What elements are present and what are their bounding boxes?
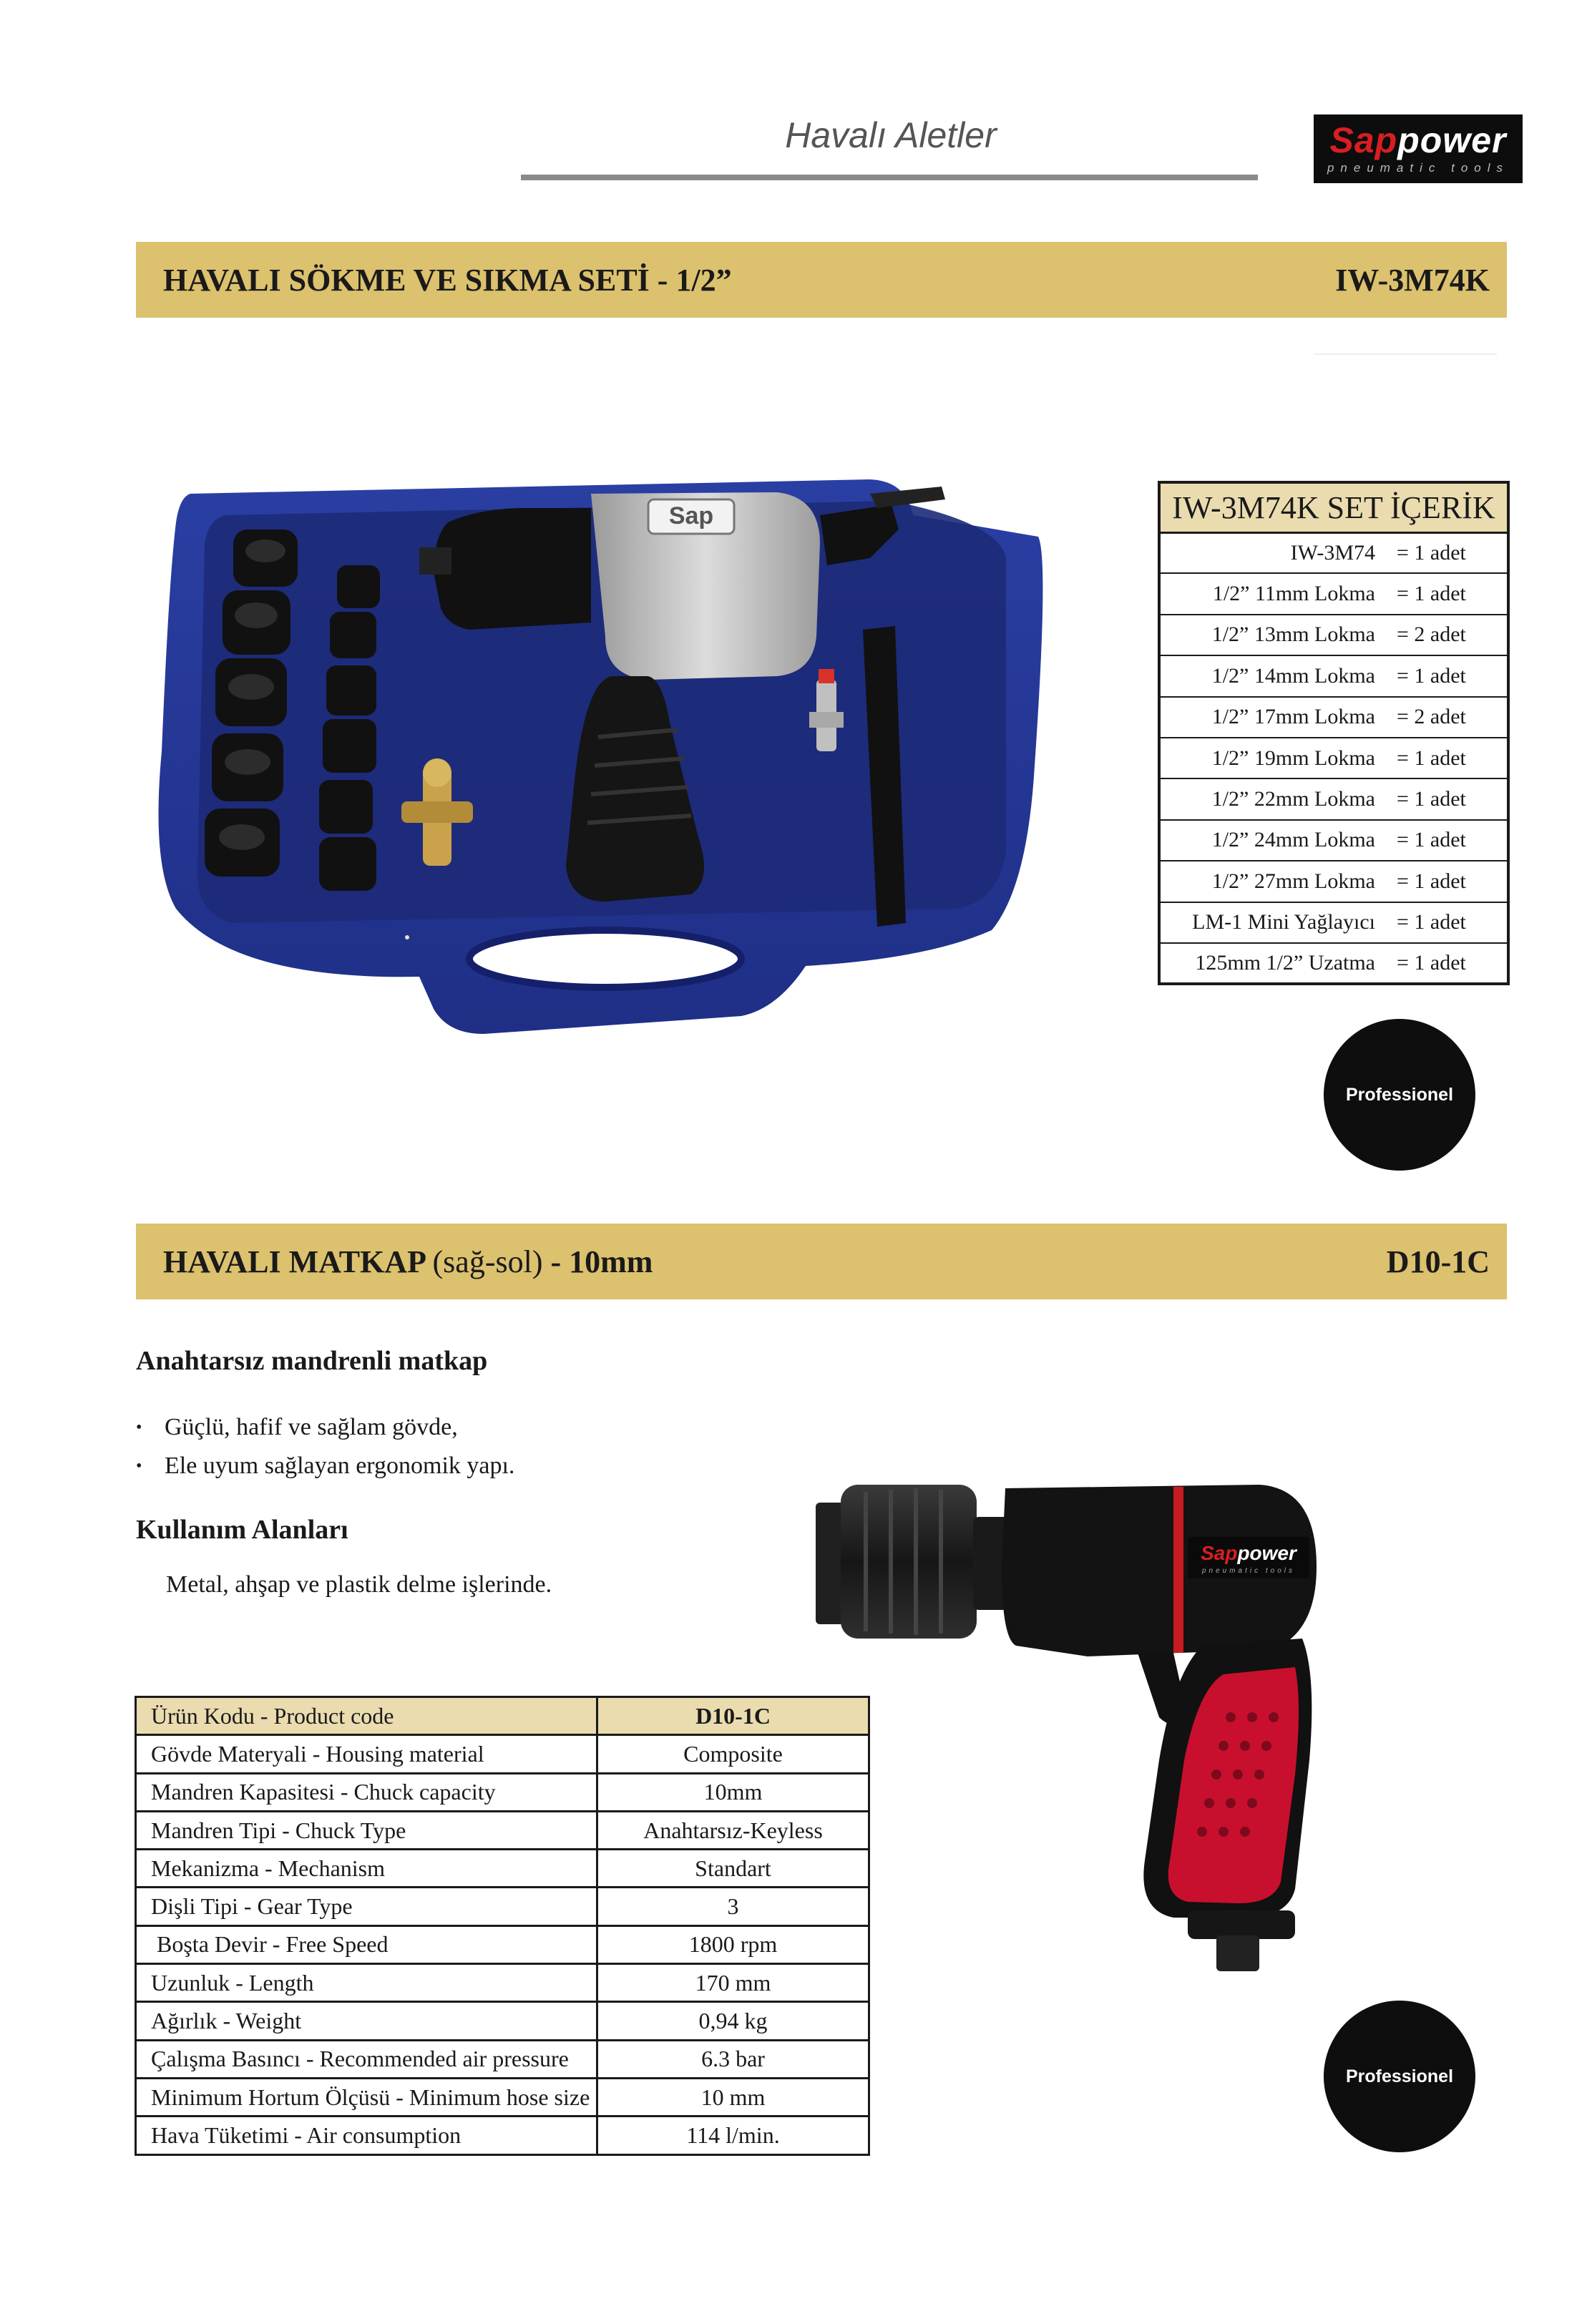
usage-text: Metal, ahşap ve plastik delme işlerinde. [166,1571,552,1598]
set-item: 1/2” 27mm Lokma [1159,861,1379,902]
section2-title-band [136,1224,1507,1299]
tool-brand-label: Sap [668,502,714,529]
spec-value: 10mm [597,1773,869,1811]
section1-title-band [136,242,1507,318]
spec-label: Uzunluk - Length [136,1964,597,2002]
section2-title-size: - 10mm [542,1244,653,1279]
set-qty: = 1 adet [1379,655,1508,696]
table-row [136,1735,869,1773]
spec-value: Composite [597,1735,869,1773]
table-row [1159,738,1508,778]
table-row [1159,820,1508,861]
section2-code: D10-1C [1386,1244,1490,1279]
spec-table [135,1696,870,2156]
section1-code: IW-3M74K [1335,262,1490,298]
brand-name-part1: Sap [1329,120,1398,160]
drill-logo-text [1201,1542,1298,1564]
spec-label: Mandren Tipi - Chuck Type [136,1811,597,1849]
list-item: • Güçlü, hafif ve sağlam gövde, [136,1408,514,1447]
impact-wrench-case-image [147,465,1049,1052]
product-subtitle: Anahtarsız mandrenli matkap [136,1346,488,1376]
set-qty: = 1 adet [1379,532,1508,573]
section2-title-main: HAVALI MATKAP [163,1244,433,1279]
table-row [136,1925,869,1963]
spec-value: 114 l/min. [597,2116,869,2154]
spec-value: 6.3 bar [597,2040,869,2078]
spec-value: Anahtarsız-Keyless [597,1811,869,1849]
spec-label: Çalışma Basıncı - Recommended air pressure [136,2040,597,2078]
table-row [1159,532,1508,573]
drill-logo-tagline: pneumatic tools [1201,1567,1296,1575]
set-qty: = 2 adet [1379,697,1508,738]
set-item: 1/2” 22mm Lokma [1159,778,1379,819]
spec-label: Ürün Kodu - Product code [136,1697,597,1735]
page-header-title: Havalı Aletler [785,115,997,155]
table-row [1159,697,1508,738]
section1-title: HAVALI SÖKME VE SIKMA SETİ - 1/2” [163,262,732,298]
set-item: 125mm 1/2” Uzatma [1159,943,1379,984]
table-row [1159,655,1508,696]
table-row [1159,861,1508,902]
set-item: 1/2” 19mm Lokma [1159,738,1379,778]
professional-badge: Professionel [1324,1019,1475,1171]
set-qty: = 1 adet [1379,820,1508,861]
set-item: LM-1 Mini Yağlayıcı [1159,902,1379,943]
table-row [136,1697,869,1735]
set-item: 1/2” 13mm Lokma [1159,615,1379,655]
brand-name-part2: power [1397,120,1507,160]
feature-list [136,1408,514,1485]
table-row [136,1811,869,1849]
brand-logo [1314,114,1523,183]
set-item: 1/2” 14mm Lokma [1159,655,1379,696]
spec-value: 3 [597,1888,869,1925]
spec-label: Minimum Hortum Ölçüsü - Minimum hose size [136,2078,597,2116]
brand-tagline: pneumatic tools [1327,161,1510,175]
set-qty: = 1 adet [1379,861,1508,902]
divider [1314,353,1497,355]
brand-name [1330,122,1507,158]
table-row [1159,943,1508,984]
drill-logo-part2: power [1237,1542,1296,1564]
table-row [136,1888,869,1925]
spec-label: Hava Tüketimi - Air consumption [136,2116,597,2154]
section2-title-direction: (sağ-sol) [432,1244,543,1279]
spec-value: Standart [597,1850,869,1888]
spec-label: Boşta Devir - Free Speed [136,1925,597,1963]
spec-label: Gövde Materyali - Housing material [136,1735,597,1773]
set-table-title: IW-3M74K SET İÇERİK [1159,482,1508,532]
spec-label: Mandren Kapasitesi - Chuck capacity [136,1773,597,1811]
spec-label: Ağırlık - Weight [136,2002,597,2040]
usage-title: Kullanım Alanları [136,1515,348,1545]
list-item: • Ele uyum sağlayan ergonomik yapı. [136,1447,514,1485]
drill-logo-part1: Sap [1201,1542,1238,1564]
professional-badge: Professionel [1324,2001,1475,2152]
set-qty: = 1 adet [1379,778,1508,819]
set-qty: = 2 adet [1379,615,1508,655]
table-row [136,1850,869,1888]
spec-value: 10 mm [597,2078,869,2116]
set-item: IW-3M74 [1159,532,1379,573]
table-row [136,2040,869,2078]
set-item: 1/2” 24mm Lokma [1159,820,1379,861]
spec-value: D10-1C [597,1697,869,1735]
set-qty: = 1 adet [1379,902,1508,943]
spec-value: 170 mm [597,1964,869,2002]
set-qty: = 1 adet [1379,738,1508,778]
set-item: 1/2” 17mm Lokma [1159,697,1379,738]
table-row [1159,778,1508,819]
table-row [1159,615,1508,655]
set-contents-table [1158,481,1510,985]
table-row [136,2002,869,2040]
header-rule [521,175,1258,180]
spec-value: 0,94 kg [597,2002,869,2040]
spec-label: Mekanizma - Mechanism [136,1850,597,1888]
table-row [136,2078,869,2116]
set-qty: = 1 adet [1379,943,1508,984]
table-row [1159,573,1508,614]
table-row [1159,902,1508,943]
set-qty: = 1 adet [1379,573,1508,614]
table-row [136,1964,869,2002]
set-item: 1/2” 11mm Lokma [1159,573,1379,614]
air-drill-image [801,1460,1395,1989]
table-row [136,1773,869,1811]
table-row [136,2116,869,2154]
section2-title [163,1244,653,1280]
spec-value: 1800 rpm [597,1925,869,1963]
spec-label: Dişli Tipi - Gear Type [136,1888,597,1925]
